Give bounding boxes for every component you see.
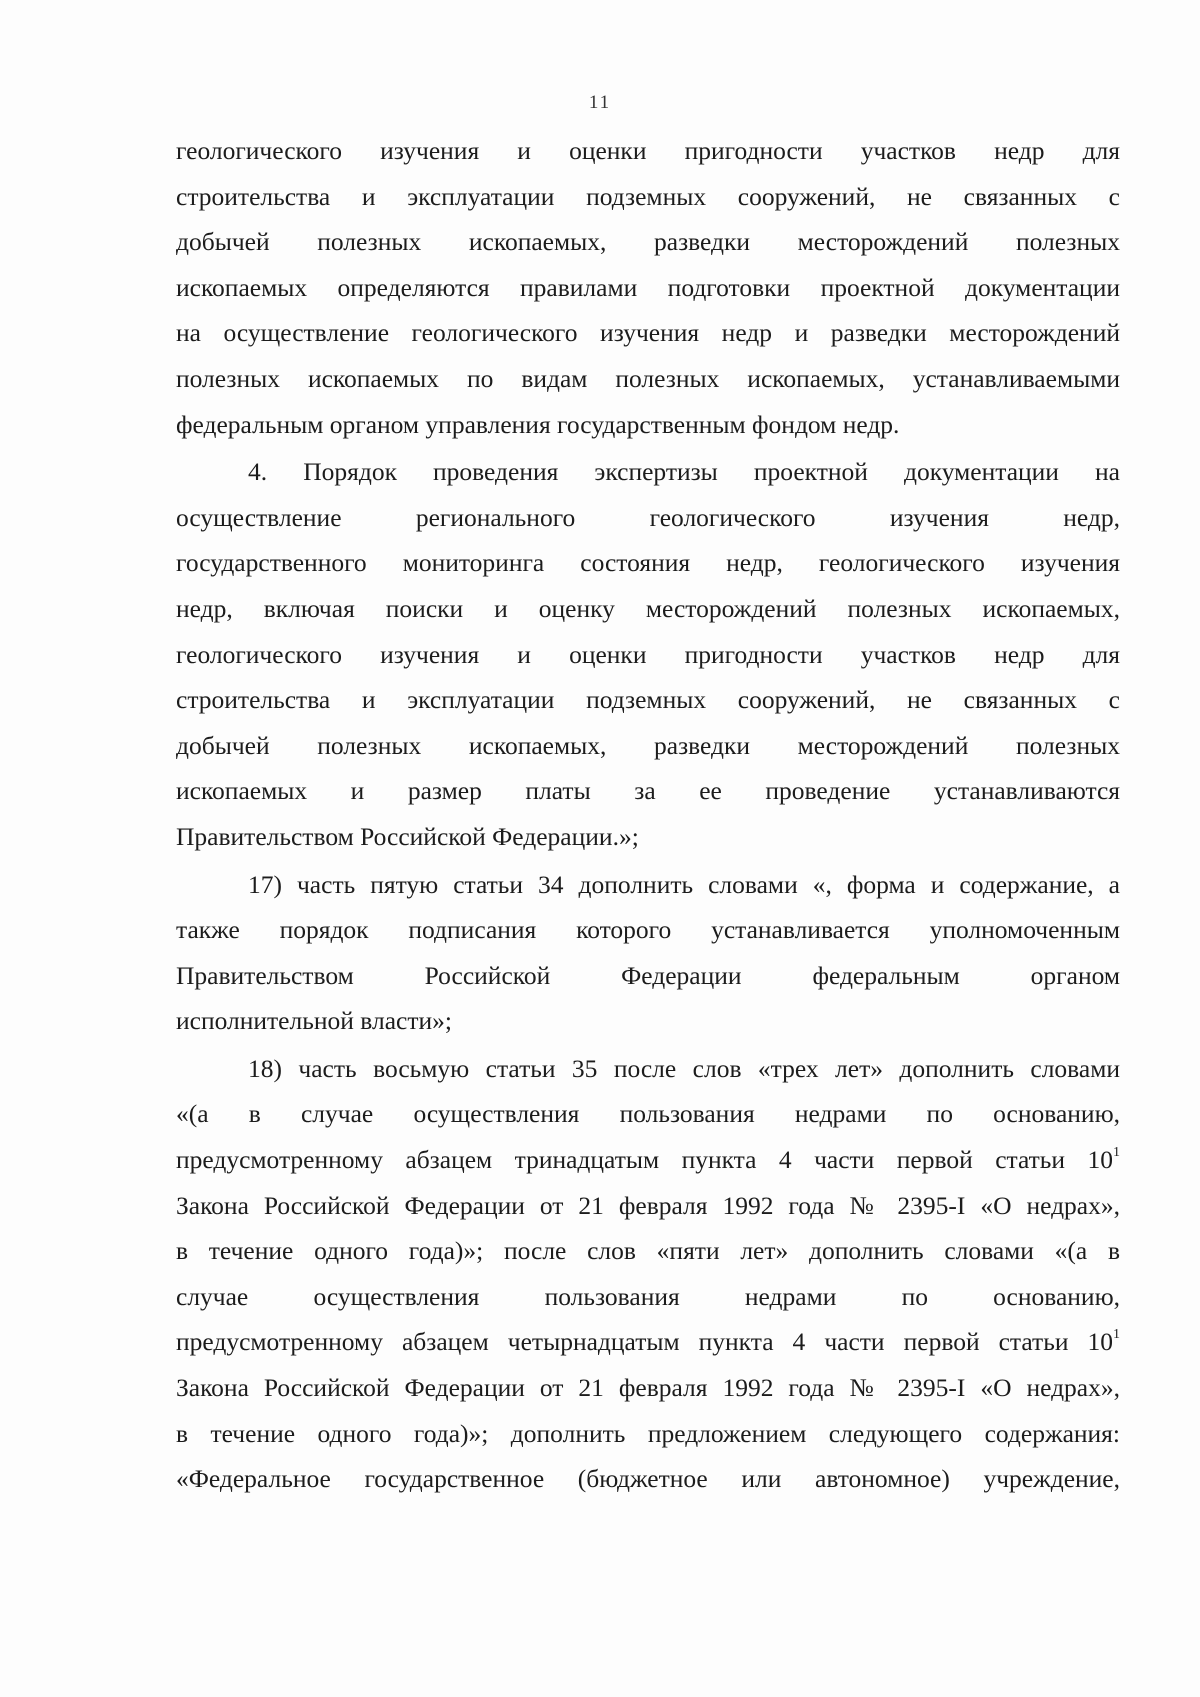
text-line: государственного мониторинга состояния недр, геологического изучения [176,548,1120,578]
text-line: Закона Российской Федерации от 21 февраля 1992 года № 2395-I «О недрах», [176,1373,1120,1403]
text-line: «Федеральное государственное (бюджетное или автономное) учреждение, [176,1464,1120,1494]
text-line: ископаемых определяются правилами подготовки проектной документации [176,272,1120,302]
text-line: также порядок подписания которого устанавливается уполномоченным [176,915,1120,945]
text-line: 18) часть восьмую статьи 35 после слов «трех лет» дополнить словами [248,1053,1120,1083]
text-line: Закона Российской Федерации от 21 февраля 1992 года № 2395-I «О недрах», [176,1190,1120,1220]
text-line: осуществление регионального геологического изучения недр, [176,502,1120,532]
text-line: Правительством Российской Федерации федеральным органом [176,960,1120,990]
text-line: геологического изучения и оценки пригодности участков недр для [176,639,1120,669]
text-line-with-superscript [176,1319,1120,1365]
text-line: строительства и эксплуатации подземных сооружений, не связанных с [176,685,1120,715]
text-line-with-superscript [176,1137,1120,1183]
text-line: исполнительной власти»; [176,1006,452,1036]
text-line: федеральным органом управления государственным фондом недр. [176,409,900,439]
text-line: случае осуществления пользования недрами по основанию, [176,1281,1120,1311]
text-segment: предусмотренному абзацем тринадцатым пункта 4 части первой статьи 10 [176,1145,1113,1175]
page-number: 11 [588,92,612,113]
item-17-paragraph [176,862,1120,1044]
text-line: строительства и эксплуатации подземных сооружений, не связанных с [176,181,1120,211]
text-line: на осуществление геологического изучения недр и разведки месторождений [176,318,1120,348]
text-line: недр, включая поиски и оценку месторождений полезных ископаемых, [176,593,1120,623]
text-line: ископаемых и размер платы за ее проведение устанавливаются [176,776,1120,806]
text-line: в течение одного года)»; дополнить предложением следующего содержания: [176,1418,1120,1448]
item-18-paragraph [176,1046,1120,1502]
document-body [176,128,1120,1504]
text-line: добычей полезных ископаемых, разведки месторождений полезных [176,227,1120,257]
text-line: 4. Порядок проведения экспертизы проектной документации на [248,457,1120,487]
text-line: добычей полезных ископаемых, разведки месторождений полезных [176,730,1120,760]
text-line: Правительством Российской Федерации.»; [176,821,639,851]
item-4-paragraph [176,449,1120,859]
continuation-paragraph [176,128,1120,447]
text-line: геологического изучения и оценки пригодности участков недр для [176,136,1120,165]
superscript: 1 [1113,1327,1120,1343]
text-segment: предусмотренному абзацем четырнадцатым пункта 4 части первой статьи 10 [176,1327,1113,1357]
text-line: «(а в случае осуществления пользования недрами по основанию, [176,1099,1120,1129]
text-line: 17) часть пятую статьи 34 дополнить словами «, форма и содержание, а [248,869,1120,899]
text-line: полезных ископаемых по видам полезных ископаемых, устанавливаемыми [176,363,1120,393]
text-line: в течение одного года)»; после слов «пяти лет» дополнить словами «(а в [176,1236,1120,1266]
superscript: 1 [1113,1145,1120,1161]
